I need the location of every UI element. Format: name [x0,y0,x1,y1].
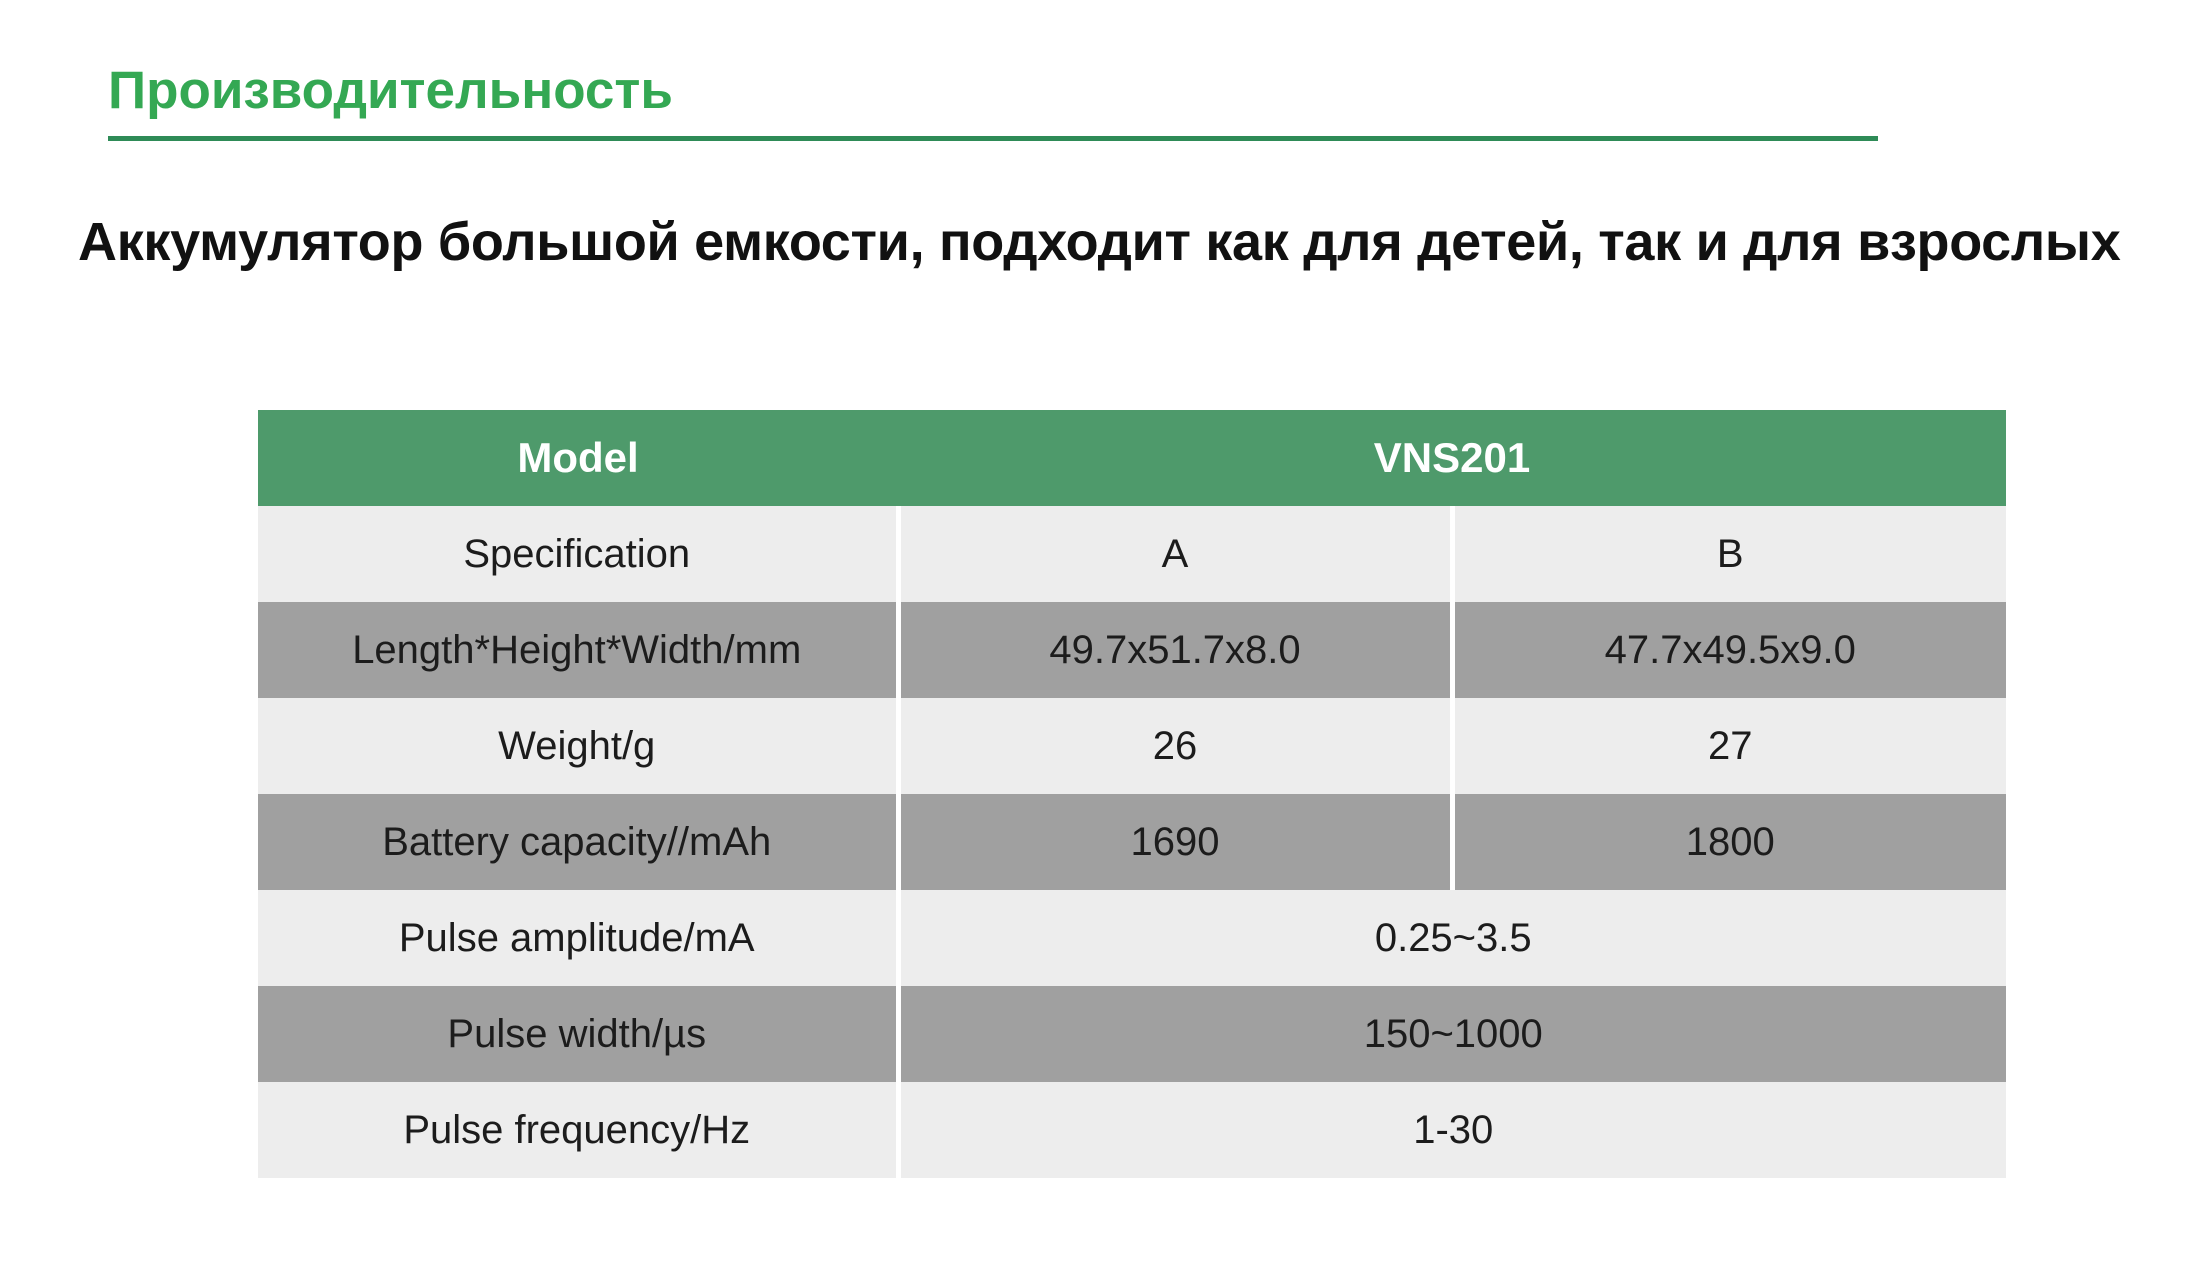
page-title: Аккумулятор большой емкости, подходит как для детей, так и для взрослых [78,212,2121,272]
row-label: Length*Height*Width/mm [258,602,898,698]
table-row [258,698,2006,794]
row-value-a: 49.7x51.7x8.0 [898,602,1452,698]
section-header [108,62,1878,141]
row-label: Battery capacity//mAh [258,794,898,890]
table-row [258,794,2006,890]
table-row [258,890,2006,986]
row-label: Weight/g [258,698,898,794]
section-divider [108,136,1878,141]
row-value-a: 1690 [898,794,1452,890]
table-header-row [258,410,2006,506]
row-value-span: 0.25~3.5 [898,890,2006,986]
row-label: Specification [258,506,898,602]
row-value-span: 150~1000 [898,986,2006,1082]
row-value-b: 1800 [1452,794,2006,890]
section-title: Производительность [108,61,673,120]
table-row [258,506,2006,602]
row-value-b: 47.7x49.5x9.0 [1452,602,2006,698]
row-label: Pulse amplitude/mA [258,890,898,986]
row-label: Pulse width/µs [258,986,898,1082]
table-row [258,1082,2006,1178]
row-label: Pulse frequency/Hz [258,1082,898,1178]
header-cell-model-value: VNS201 [898,410,2006,506]
table-row [258,602,2006,698]
table-body [258,506,2006,1178]
row-value-a: A [898,506,1452,602]
row-value-span: 1-30 [898,1082,2006,1178]
table-row [258,986,2006,1082]
row-value-b: B [1452,506,2006,602]
specification-table [258,410,2006,1178]
row-value-b: 27 [1452,698,2006,794]
row-value-a: 26 [898,698,1452,794]
header-cell-model: Model [258,410,898,506]
table-header [258,410,2006,506]
